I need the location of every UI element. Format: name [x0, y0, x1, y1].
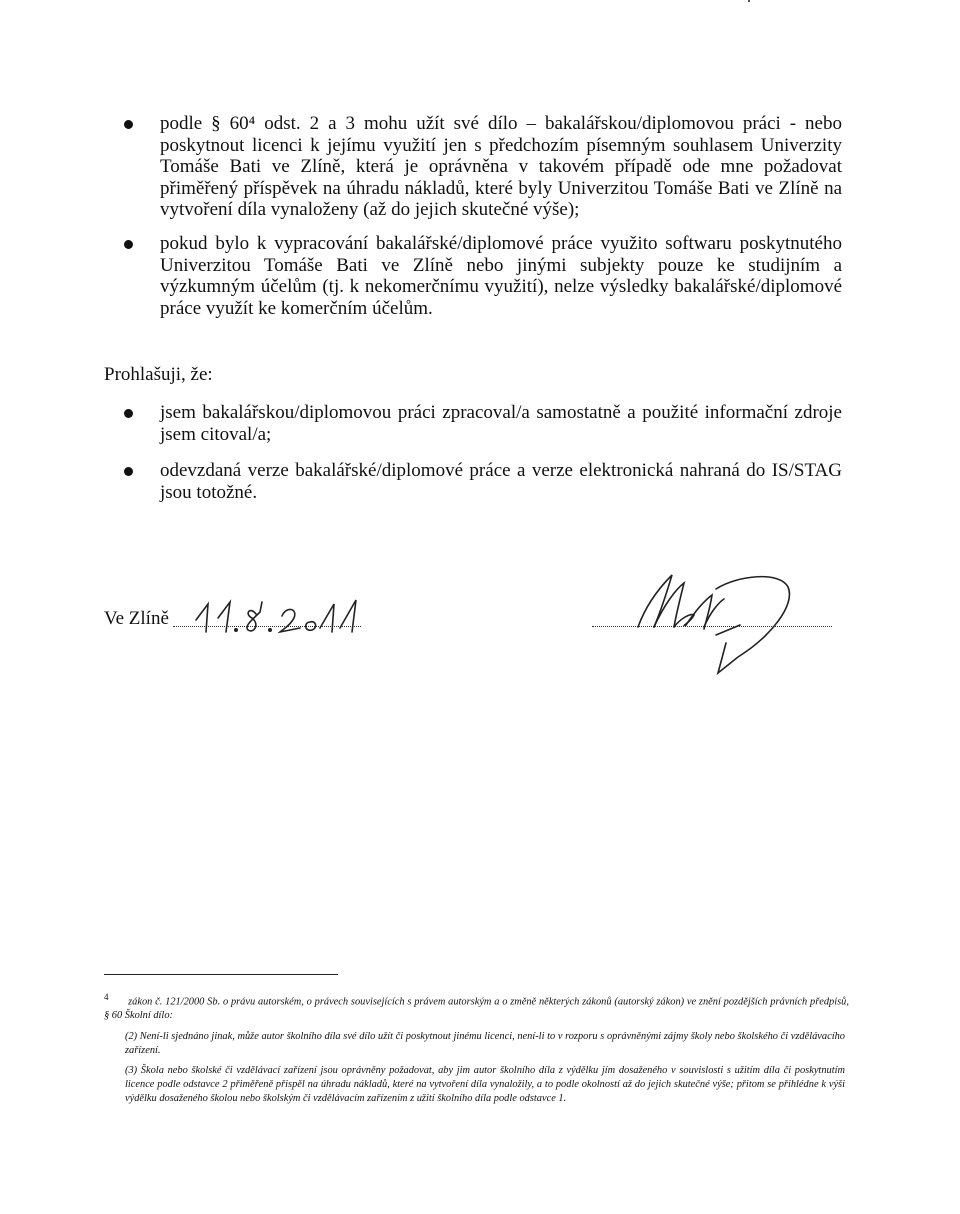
footnote-text: zákon č. 121/2000 Sb. o právu autorském, o právech souvisejících s právem autorským a o změně některých zákonů (autorský zákon) ve znění pozdějších právních předpisů, § 60 Školní dílo: [104, 996, 849, 1022]
place-label: Ve Zlíně [104, 608, 169, 629]
declaration-heading: Prohlašuji, že: [104, 364, 213, 385]
declaration-bullet-identical [0, 460, 960, 503]
declaration-bullet-independent [0, 402, 960, 445]
bullet-dot-icon [124, 467, 133, 476]
license-bullet [0, 113, 960, 221]
footnote-separator [104, 974, 338, 975]
footnote-marker: 4 [104, 992, 109, 1002]
scan-speck [748, 0, 750, 2]
footnote-main [104, 990, 849, 1023]
software-bullet [0, 233, 960, 319]
bullet-dot-icon [124, 120, 133, 129]
bullet-text: jsem bakalářskou/diplomovou práci zpracoval/a samostatně a použité informační zdroje jsem citoval/a; [160, 402, 842, 445]
bullet-text: podle § 60⁴ odst. 2 a 3 mohu užít své dílo – bakalářskou/diplomovou práci - nebo poskytnout licenci k jejímu využití jen s předchozím písemným souhlasem Univerzity Tomáše Bati ve Zlíně, která je oprávněna v takovém případě ode mne požadovat přiměřený příspěvek na úhradu nákladů, které byly Univerzitou Tomáše Bati ve Zlíně na vytvoření díla vynaloženy (až do jejich skutečné výše); [160, 113, 842, 220]
bullet-dot-icon [124, 409, 133, 418]
handwritten-date [190, 592, 380, 642]
bullet-text: odevzdaná verze bakalářské/diplomové práce a verze elektronická nahraná do IS/STAG jsou totožné. [160, 460, 842, 503]
footnote-paragraph-3: (3) Škola nebo školské či vzdělávací zařízení jsou oprávněny požadovat, aby jim autor školního díla z výdělku jím dosaženého v souvislosti s užitím díla či poskytnutím licence podle odstavce 2 přiměřeně přispěl na úhradu nákladů, které na vytvoření díla vynaložily, a to podle okolností až do jejich skutečné výše; přitom se přihlédne k výši výdělku dosaženého školou nebo školským či vzdělávacím zařízením z užití školního díla podle odstavce 1. [125, 1065, 845, 1104]
bullet-text: pokud bylo k vypracování bakalářské/diplomové práce využito softwaru poskytnutého Univerzitou Tomáše Bati ve Zlíně nebo jinými subjekty pouze ke studijním a výzkumným účelům (tj. k nekomerčnímu využití), nelze výsledky bakalářské/diplomové práce využít ke komerčním účelům. [160, 233, 842, 319]
signature [620, 565, 810, 685]
footnote-paragraph-2: (2) Není-li sjednáno jinak, může autor školního díla své dílo užít či poskytnout jinému licenci, není-li to v rozporu s oprávněnými zájmy školy nebo školského či vzdělávacího zařízení. [125, 1031, 845, 1056]
bullet-dot-icon [124, 240, 133, 249]
